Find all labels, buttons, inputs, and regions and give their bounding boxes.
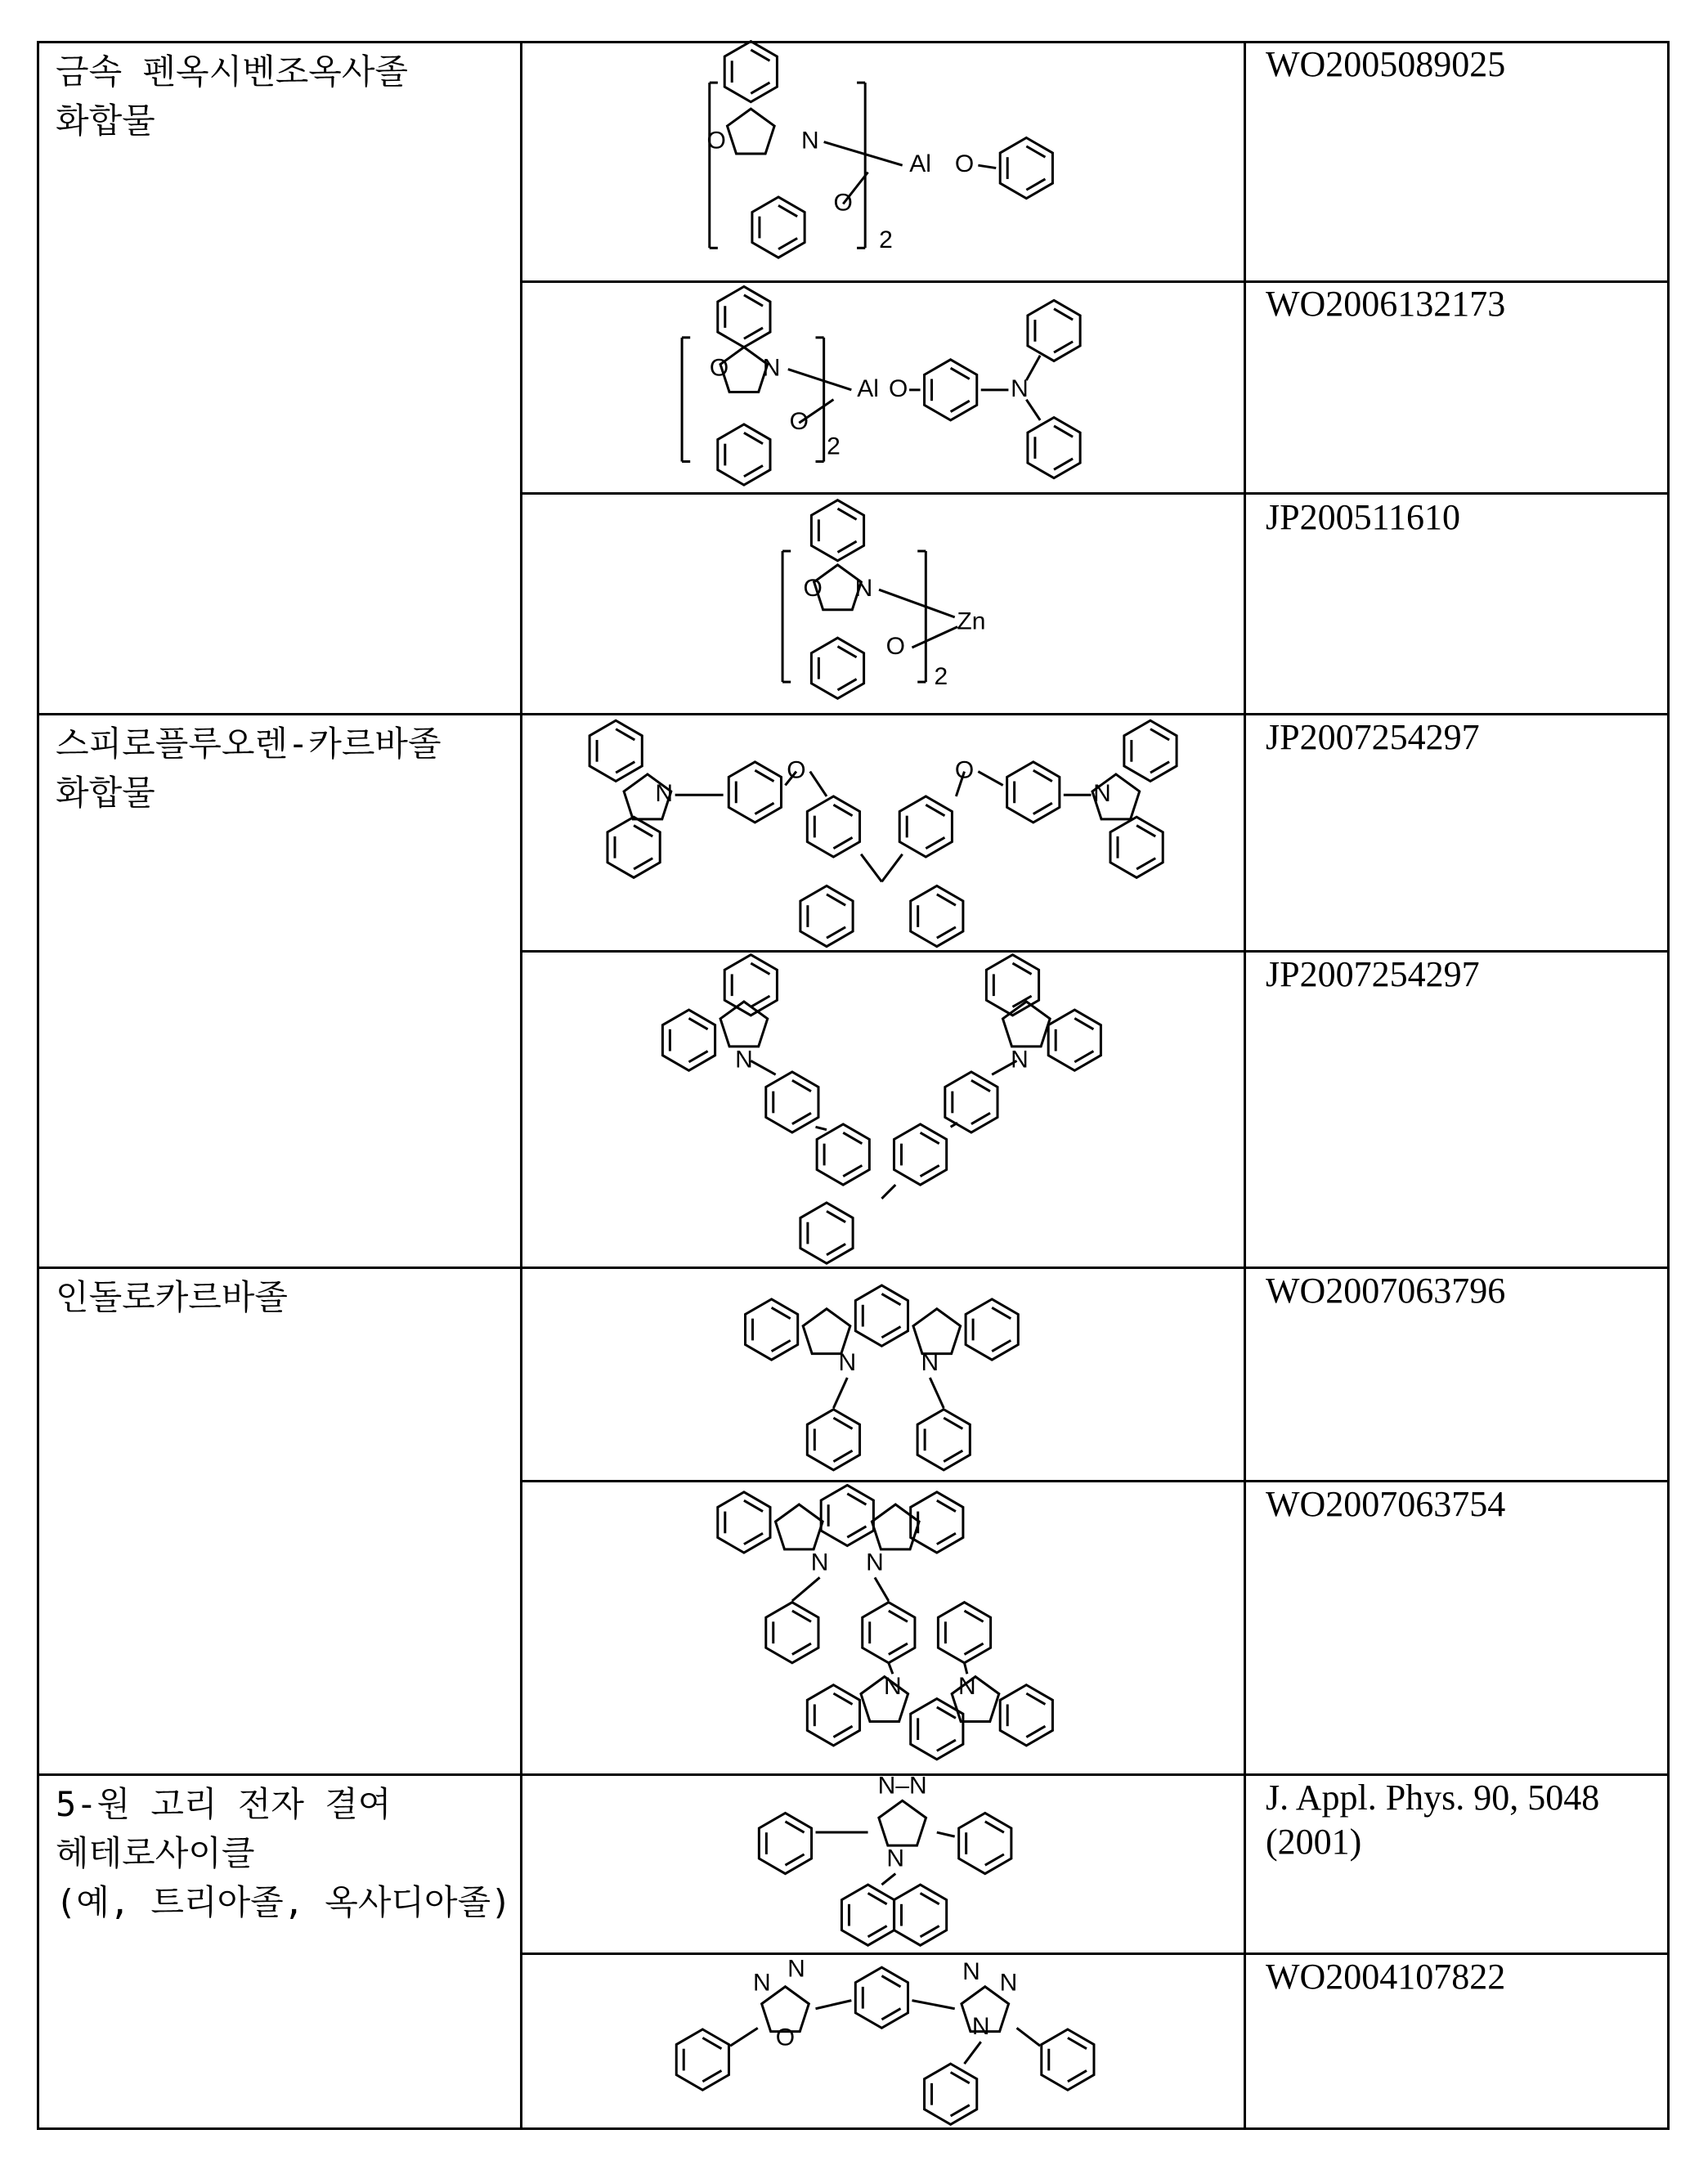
category-label: 금속 펜옥시벤조옥사졸 화합물 (56, 47, 408, 146)
atom-label: N (921, 1349, 939, 1376)
bond (730, 2028, 758, 2046)
bond (881, 1185, 895, 1199)
heterocycle-ring (720, 1002, 768, 1047)
atom-label: O (803, 575, 822, 602)
atom-label: 2 (879, 226, 893, 253)
bond (912, 2001, 954, 2009)
reference: WO2006132173 (1266, 282, 1658, 326)
bond (978, 772, 1002, 786)
atom-label: N (763, 355, 781, 382)
atom-label: O (787, 757, 805, 784)
reference: WO2005089025 (1266, 43, 1658, 87)
atom-label: O (955, 757, 974, 784)
bond (816, 1127, 827, 1129)
atom-label: O (707, 127, 726, 154)
reference: J. Appl. Phys. 90, 5048 (2001) (1266, 1776, 1658, 1864)
atom-label: N (855, 575, 873, 602)
atom-label: O (790, 408, 809, 435)
bond (816, 2001, 852, 2009)
bond (810, 772, 827, 796)
atom-label: N (787, 1955, 805, 1982)
atom-label: Zn (957, 608, 985, 635)
bond (861, 854, 881, 882)
atom-label: N (753, 1969, 771, 1996)
bond (824, 142, 903, 166)
heterocycle-ring (775, 1504, 823, 1549)
category-label: 인돌로카르바졸 (56, 1273, 288, 1322)
atom-label: N (1011, 375, 1029, 402)
bond (875, 1577, 889, 1601)
atom-label: N (811, 1549, 829, 1576)
atom-label: N (1093, 780, 1111, 807)
atom-label: N (886, 1845, 904, 1872)
bond (881, 1874, 895, 1885)
reference: WO2007063754 (1266, 1482, 1658, 1527)
heterocycle-ring (913, 1309, 961, 1354)
bond (1026, 356, 1040, 380)
atom-label: Al (857, 375, 879, 402)
bond (833, 1378, 847, 1408)
bond (937, 1832, 955, 1836)
atom-label: 2 (935, 663, 948, 690)
bond (788, 370, 852, 390)
atom-label: 2 (827, 433, 841, 460)
bond (1017, 2028, 1041, 2046)
chemical-structures (0, 0, 1708, 2161)
atom-label: N (866, 1549, 884, 1576)
heterocycle-ring (872, 1504, 919, 1549)
heterocycle-ring (879, 1800, 926, 1845)
bond (912, 627, 957, 648)
atom-label: N (972, 2013, 990, 2040)
atom-label: O (710, 355, 728, 382)
reference: JP200511610 (1266, 495, 1658, 540)
atom-label: N (962, 1958, 980, 1985)
bond (978, 165, 996, 168)
atom-label: N (735, 1046, 753, 1073)
atom-label: N (958, 1673, 976, 1700)
bond (930, 1378, 944, 1408)
category-label: 스피로플루오렌-카르바졸 화합물 (56, 720, 442, 818)
atom-label: O (889, 375, 908, 402)
atom-label: N (655, 780, 673, 807)
category-label: 5-원 고리 전자 결여 헤테로사이클 (예, 트리아졸, 옥사디아졸) (56, 1780, 511, 1927)
atom-label: N (838, 1349, 856, 1376)
atom-label: Al (909, 150, 931, 177)
bond (1026, 400, 1040, 420)
atom-label: N (884, 1673, 902, 1700)
atom-label: O (834, 189, 853, 216)
bond (879, 590, 955, 617)
atom-label: N (1011, 1046, 1029, 1073)
bond (965, 2042, 981, 2064)
heterocycle-ring (727, 109, 774, 154)
reference: JP2007254297 (1266, 953, 1658, 997)
bond (881, 854, 902, 882)
heterocycle-ring (803, 1309, 850, 1354)
reference: JP2007254297 (1266, 715, 1658, 760)
reference: WO2007063796 (1266, 1269, 1658, 1313)
reference: WO2004107822 (1266, 1955, 1658, 1999)
atom-label: N (1000, 1969, 1018, 1996)
bond (751, 1060, 775, 1074)
bond (792, 1577, 820, 1601)
atom-label: O (776, 2024, 795, 2051)
atom-label: N (801, 127, 819, 154)
atom-label: O (886, 633, 905, 660)
atom-label: N–N (878, 1772, 927, 1799)
atom-label: O (955, 150, 974, 177)
